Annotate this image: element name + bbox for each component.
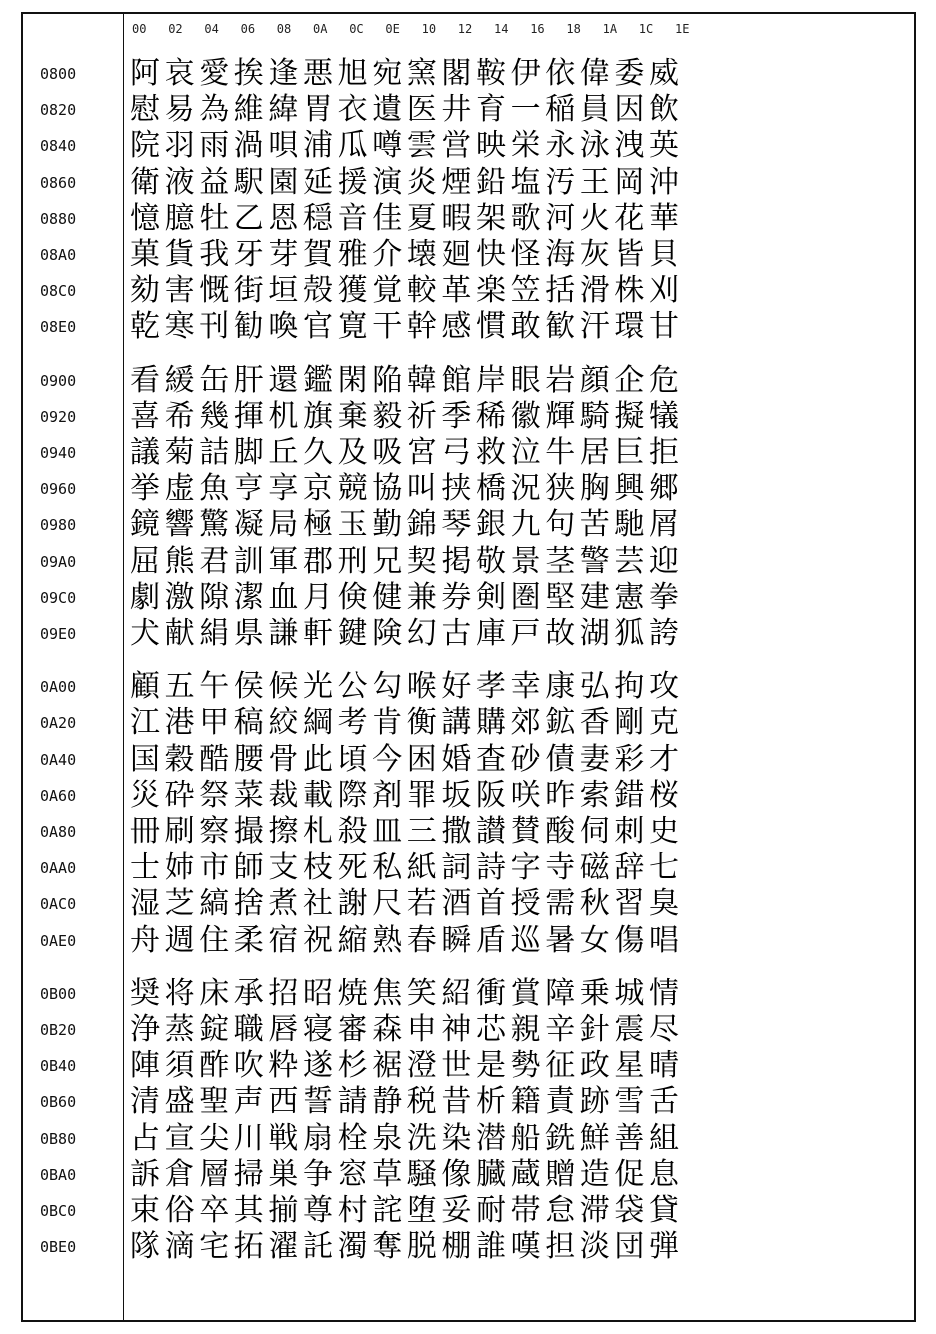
row-characters: 隊滴宅拓濯託濁奪脱棚誰嘆担淡団弾 [130,1229,684,1265]
row-characters: 士姉市師支枝死私紙詞詩字寺磁辞七 [130,850,684,886]
row-characters: 訴倉層掃巣争窓草騒像臓蔵贈造促息 [130,1156,684,1192]
row-address-label: 0860 [40,173,77,192]
column-offset-label: 10 [421,22,437,36]
row-characters: 屈熊君訓軍郡刑兄契掲敬景茎警芸迎 [130,543,684,579]
row-characters: 憶臆牡乙恩穏音佳夏暇架歌河火花華 [130,200,684,236]
row-address-label: 0820 [40,101,77,120]
column-offset-label: 1C [638,22,654,36]
row-characters: 挙虚魚亨享京競協叫挟橋況狭胸興郷 [130,471,684,507]
row-characters: 束俗卒其揃尊村詫堕妥耐帯怠滞袋貸 [130,1193,684,1228]
row-address-label: 0A60 [40,786,77,805]
row-characters: 災砕祭菜裁載際剤罪坂阪咲昨索錯桜 [130,777,684,813]
row-address-label: 0900 [40,371,77,390]
row-characters: 劇激隙潔血月倹健兼券剣圏堅建憲拳 [130,579,684,615]
row-address-label: 08C0 [40,282,77,301]
row-characters: 衛液益駅園延援演炎煙鉛塩汚王岡沖 [130,164,684,200]
row-characters: 国穀酷腰骨此頃今困婚査砂債妻彩才 [130,741,684,777]
row-address-label: 0AE0 [40,931,77,950]
column-offset-label: 08 [276,22,292,36]
column-offset-label: 12 [457,22,473,36]
row-characters: 舟週住柔宿祝縮熟春瞬盾巡暑女傷唱 [130,922,684,958]
row-address-label: 0AC0 [40,895,77,914]
column-offset-label: 1E [675,22,690,36]
column-offset-label: 00 [132,22,147,36]
row-address-label: 0940 [40,444,77,462]
row-address-label: 0A80 [40,823,77,841]
row-characters: 喜希幾揮机旗棄毅祈季稀徽輝騎擬犠 [130,398,684,434]
row-address-label: 09E0 [40,625,77,643]
column-divider [123,12,124,1322]
row-address-label: 0A20 [40,714,77,733]
row-address-label: 0B00 [40,984,77,1003]
row-characters: 鏡響驚凝局極玉勤錦琴銀九句苦馳屑 [130,507,684,543]
row-address-label: 0B40 [40,1057,77,1076]
row-characters: 犬献絹県謙軒鍵険幻古庫戸故湖狐誇 [130,616,684,651]
column-offset-label: 04 [204,22,219,36]
row-address-label: 0840 [40,137,77,156]
row-characters: 清盛聖声西誓請静税昔析籍責跡雪舌 [130,1084,684,1120]
row-address-label: 0B60 [40,1093,77,1112]
row-address-label: 0BA0 [40,1165,77,1184]
column-offset-label: 18 [566,22,581,36]
row-characters: 占宣尖川戦扇栓泉洗染潜船銑鮮善組 [130,1120,684,1156]
row-characters: 奨将床承招昭焼焦笑紹衝賞障乗城情 [130,975,684,1011]
row-address-label: 0980 [40,516,77,535]
column-offset-label: 02 [168,22,183,36]
row-address-label: 09C0 [40,588,77,607]
row-address-label: 0920 [40,407,77,426]
row-characters: 慰易為維緯胃衣遺医井育一稲員因飲 [130,92,684,128]
row-characters: 阿哀愛挨逢悪旭宛窯閣鞍伊依偉委威 [130,56,684,91]
row-characters: 劾害慨街垣殻獲覚較革楽笠括滑株刈 [130,273,684,309]
row-characters: 菓貨我牙芽賀雅介壊廻快怪海灰皆貝 [130,237,684,272]
row-address-label: 0AA0 [40,859,77,878]
row-address-label: 0B20 [40,1021,77,1039]
column-offset-label: 14 [494,22,509,36]
row-address-label: 0BE0 [40,1238,77,1257]
row-characters: 院羽雨渦唄浦瓜噂雲営映栄永泳洩英 [130,128,684,164]
row-address-label: 0960 [40,480,77,499]
row-characters: 陣須酢吹粋遂杉裾澄世是勢征政星晴 [130,1048,684,1084]
column-offset-label: 1A [602,22,618,36]
row-characters: 湿芝縞捨煮社謝尺若酒首授需秋習臭 [130,886,684,922]
row-characters: 浄蒸錠職唇寝審森申神芯親辛針震尽 [130,1012,684,1047]
row-address-label: 0A40 [40,750,77,769]
row-address-label: 08E0 [40,318,77,337]
row-address-label: 0A00 [40,678,77,697]
column-offset-label: 0A [313,22,328,36]
row-address-label: 0800 [40,65,77,83]
column-offset-label: 06 [240,22,256,36]
column-offset-label: 0C [349,22,364,36]
row-address-label: 09A0 [40,552,77,571]
row-characters: 乾寒刊勧喚官寛干幹感慣敢歓汗環甘 [130,309,684,345]
row-characters: 議菊詰脚丘久及吸宮弓救泣牛居巨拒 [130,435,684,470]
row-characters: 冊刷察撮擦札殺皿三撒讃賛酸伺刺史 [130,814,684,849]
column-offset-label: 0E [385,22,400,36]
row-characters: 顧五午侯候光公勾喉好孝幸康弘拘攻 [130,669,684,705]
column-offset-label: 16 [530,22,545,36]
row-address-label: 0BC0 [40,1202,77,1220]
row-characters: 看緩缶肝還鑑閑陥韓館岸眼岩顔企危 [130,362,684,398]
row-address-label: 0880 [40,209,77,228]
row-address-label: 0B80 [40,1129,77,1148]
row-characters: 江港甲稿絞綱考肯衡講購郊鉱香剛克 [130,705,684,741]
row-address-label: 08A0 [40,246,77,264]
